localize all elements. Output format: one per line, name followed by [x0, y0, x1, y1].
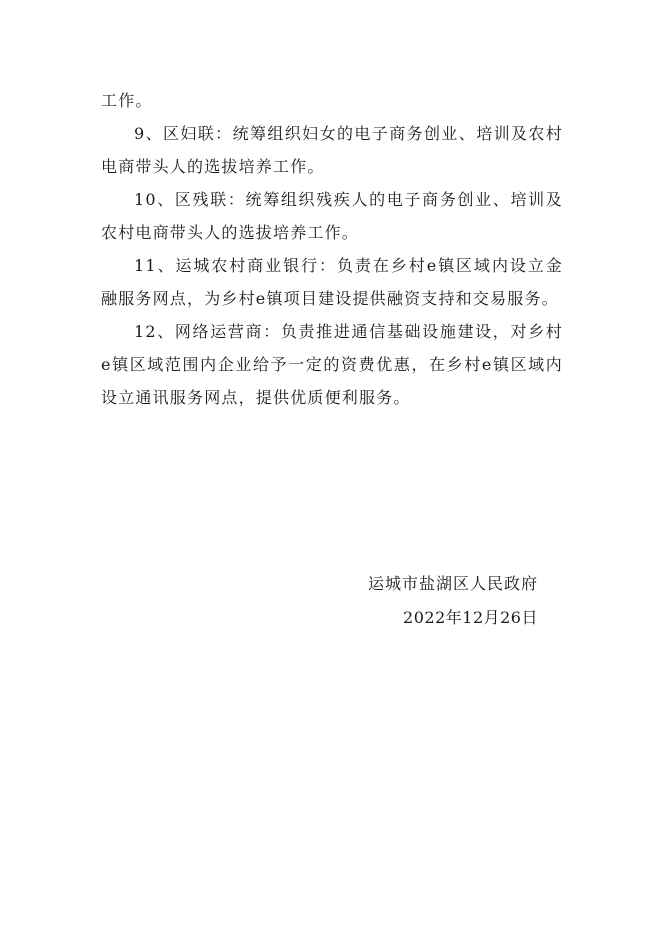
paragraph-item-11: 11、运城农村商业银行：负责在乡村e镇区域内设立金融服务网点，为乡村e镇项目建设提供融资支持和交易服务。 [101, 256, 563, 308]
document-body [101, 84, 563, 414]
signature-organization: 运城市盐湖区人民政府 [367, 574, 538, 593]
paragraph-continuation: 工作。 [101, 91, 153, 110]
paragraph-item-12: 12、网络运营商：负责推进通信基础设施建设，对乡村e镇区域范围内企业给予一定的资费优惠，在乡村e镇区域内设立通讯服务网点，提供优质便利服务。 [101, 322, 563, 407]
paragraph-item-10: 10、区残联：统筹组织残疾人的电子商务创业、培训及农村电商带头人的选拔培养工作。 [101, 190, 563, 242]
signature-date: 2022年12月26日 [403, 608, 538, 627]
paragraph-item-9: 9、区妇联：统筹组织妇女的电子商务创业、培训及农村电商带头人的选拔培养工作。 [101, 124, 563, 176]
